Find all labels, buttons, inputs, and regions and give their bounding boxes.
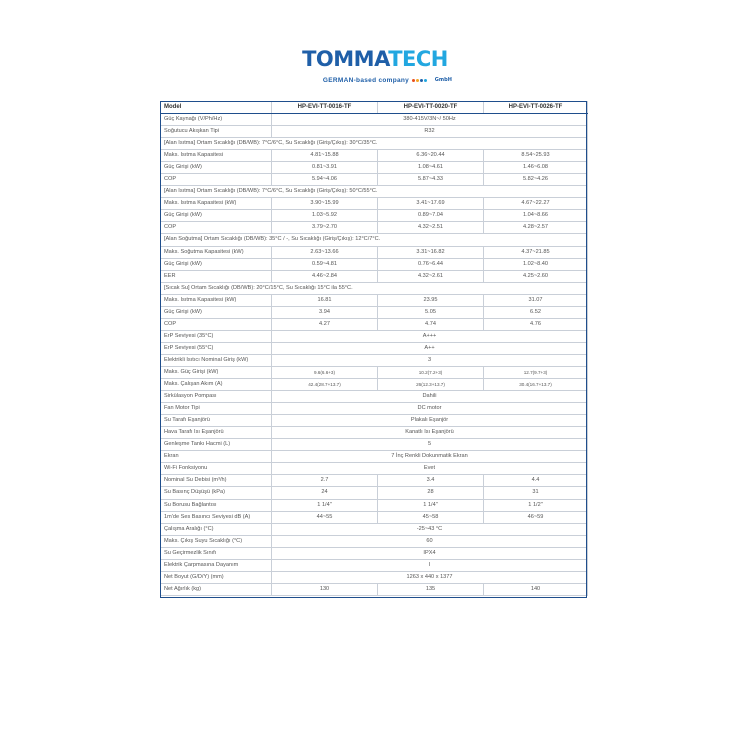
row-label: Çalışma Aralığı (°C) [161,523,272,535]
row-label: Maks. Çıkış Suyu Sıcaklığı (°C) [161,535,272,547]
row-value: 135 [378,583,484,595]
row-value: 0.76~6.44 [378,258,484,270]
section-condition-cell: [Alan Isıtma] Ortam Sıcaklığı (DB/WB): 7°C/6°C, Su Sıcaklığı (Giriş/Çıkış): 50°C/55°C. [161,186,588,198]
table-row [161,114,588,126]
row-value: 4.32~2.51 [378,222,484,234]
row-label: Su Borusu Bağlantısı [161,499,272,511]
table-row [161,559,588,571]
row-value: 6.36~20.44 [378,150,484,162]
row-value: 4.74 [378,318,484,330]
tagline-text: GERMAN-based company [322,77,410,84]
table-header-row [161,102,588,114]
row-value: 45~58 [378,511,484,523]
row-label: Maks. Güç Girişi (kW) [161,366,272,378]
row-value: 1.02~8.40 [484,258,588,270]
table-row [161,270,588,282]
row-shared-value: 380-415V/3N~/ 50Hz [272,114,588,126]
table-row [161,475,588,487]
section-condition-cell: [Sıcak Su] Ortam Sıcaklığı (DB/WB): 20°C/15°C, Su Sıcaklığı 15°C ila 55°C. [161,282,588,294]
tagline-dots-icon [411,77,427,84]
table-row [161,282,588,294]
row-value: 5.82~4.26 [484,174,588,186]
table-row [161,535,588,547]
row-value: 4.67~22.27 [484,198,588,210]
row-shared-value: 1263 x 440 x 1377 [272,571,588,583]
row-value: 23.95 [378,294,484,306]
table-row [161,415,588,427]
row-label: Maks. Isıtma Kapasitesi (kW) [161,198,272,210]
row-label: Wi-Fi Fonksiyonu [161,463,272,475]
row-value: 4.81~15.88 [272,150,378,162]
section-condition-cell: [Alan Isıtma] Ortam Sıcaklığı (DB/WB): 7°C/6°C, Su Sıcaklığı (Giriş/Çıkış): 30°C/35°C. [161,138,588,150]
row-label: Maks. Isıtma Kapasitesi (kW) [161,294,272,306]
row-shared-value: 7 İnç Renkli Dokunmatik Ekran [272,451,588,463]
table-row [161,391,588,403]
tagline-dot-icon [424,79,427,82]
brand-part-b: TECH [388,47,448,71]
row-label: COP [161,318,272,330]
row-value: 24 [272,487,378,499]
table-row [161,162,588,174]
row-value: 4.76 [484,318,588,330]
row-value: 4.25~2.60 [484,270,588,282]
row-value: 6.52 [484,306,588,318]
row-value: 0.81~3.91 [272,162,378,174]
row-label: Güç Kaynağı (V/Ph/Hz) [161,114,272,126]
company-logo [0,48,750,84]
row-value: 3.31~16.82 [378,246,484,258]
row-label: COP [161,222,272,234]
row-label: Su Basınç Düşüşü (kPa) [161,487,272,499]
row-value: 1.08~4.61 [378,162,484,174]
header-model-0026: HP-EVI-TT-0026-TF [484,102,588,114]
row-shared-value: R32 [272,126,588,138]
row-label: Su Geçirmezlik Sınıfı [161,547,272,559]
row-value: 5.87~4.33 [378,174,484,186]
row-label: Güç Girişi (kW) [161,162,272,174]
table-row [161,234,588,246]
row-value: 3.94 [272,306,378,318]
row-value: 16.81 [272,294,378,306]
tagline-dot-icon [412,79,415,82]
row-label: Net Boyut (G/D/Y) (mm) [161,571,272,583]
row-value: 12.7(9.7+3) [484,366,588,378]
row-value: 4.27 [272,318,378,330]
table-row [161,403,588,415]
table-row [161,583,588,595]
brand-gmbh: GmbH [434,77,452,83]
row-label: Güç Girişi (kW) [161,306,272,318]
table-row [161,198,588,210]
table-row [161,138,588,150]
row-label: Güç Girişi (kW) [161,210,272,222]
table-row [161,451,588,463]
row-label: Soğutucu Akışkan Tipi [161,126,272,138]
row-label: Ekran [161,451,272,463]
row-value: 0.59~4.81 [272,258,378,270]
tagline-dot-icon [420,79,423,82]
row-label: Maks. Isıtma Kapasitesi [161,150,272,162]
table-row [161,366,588,378]
row-value: 3.4 [378,475,484,487]
row-shared-value: DC motor [272,403,588,415]
table-row [161,330,588,342]
row-label: Fan Motor Tipi [161,403,272,415]
table-row [161,463,588,475]
row-label: COP [161,174,272,186]
table-row [161,547,588,559]
row-value: 3.41~17.69 [378,198,484,210]
row-label: Maks. Soğutma Kapasitesi (kW) [161,246,272,258]
row-value: 4.4 [484,475,588,487]
row-label: Sirkülasyon Pompası [161,391,272,403]
row-label: Genleşme Tankı Hacmi (L) [161,439,272,451]
table-row [161,306,588,318]
table-row [161,571,588,583]
table-row [161,186,588,198]
row-value: 8.54~25.93 [484,150,588,162]
table-row [161,499,588,511]
brand-tagline [0,77,750,84]
row-value: 1.03~5.92 [272,210,378,222]
table-row [161,222,588,234]
row-label: Nominal Su Debisi (m³/h) [161,475,272,487]
row-label: EER [161,270,272,282]
row-value: 3.90~15.99 [272,198,378,210]
row-value: 130 [272,583,378,595]
row-shared-value: A+++ [272,330,588,342]
header-model-0020: HP-EVI-TT-0020-TF [378,102,484,114]
row-shared-value: IPX4 [272,547,588,559]
table-row [161,354,588,366]
row-value: 46~59 [484,511,588,523]
spec-table-body [161,114,588,596]
row-value: 4.37~21.85 [484,246,588,258]
tagline-dot-icon [416,79,419,82]
row-label: Elektrikli Isıtıcı Nominal Giriş (kW) [161,354,272,366]
row-shared-value: I [272,559,588,571]
row-value: 2.63~13.66 [272,246,378,258]
row-label: Elektrik Çarpmasına Dayanım [161,559,272,571]
row-shared-value: -25~43 °C [272,523,588,535]
row-shared-value: 60 [272,535,588,547]
row-value: 30.4(16.7+13.7) [484,379,588,391]
row-shared-value: Dahili [272,391,588,403]
section-condition-cell: [Alan Soğutma] Ortam Sıcaklığı (DB/WB): 35°C / -, Su Sıcaklığı (Giriş/Çıkış): 12°C/7°C. [161,234,588,246]
table-row [161,427,588,439]
table-row [161,246,588,258]
table-row [161,379,588,391]
row-value: 1 1/4" [272,499,378,511]
row-shared-value: 5 [272,439,588,451]
header-model: Model [161,102,272,114]
row-value: 5.94~4.06 [272,174,378,186]
table-row [161,126,588,138]
row-value: 4.32~2.61 [378,270,484,282]
table-row [161,342,588,354]
row-value: 1 1/4" [378,499,484,511]
table-row [161,258,588,270]
row-label: Hava Tarafı Isı Eşanjörü [161,427,272,439]
row-value: 42.4(28.7+13.7) [272,379,378,391]
row-value: 140 [484,583,588,595]
row-label: Su Tarafı Eşanjörü [161,415,272,427]
row-value: 4.46~2.84 [272,270,378,282]
row-value: 44~55 [272,511,378,523]
row-label: ErP Seviyesi (55°C) [161,342,272,354]
table-row [161,210,588,222]
row-value: 1.04~8.66 [484,210,588,222]
row-value: 10.2(7.2+3) [378,366,484,378]
row-label: Net Ağırlık (kg) [161,583,272,595]
row-value: 28 [378,487,484,499]
table-row [161,511,588,523]
row-value: 1.46~6.08 [484,162,588,174]
row-value: 3.79~2.70 [272,222,378,234]
table-row [161,523,588,535]
row-shared-value: A++ [272,342,588,354]
row-value: 1 1/2" [484,499,588,511]
table-row [161,294,588,306]
table-row [161,487,588,499]
row-value: 26(12.3+13.7) [378,379,484,391]
row-label: ErP Seviyesi (35°C) [161,330,272,342]
row-shared-value: 3 [272,354,588,366]
row-label: 1m'de Ses Basıncı Seviyesi dB (A) [161,511,272,523]
table-row [161,174,588,186]
row-shared-value: Evet [272,463,588,475]
table-row [161,439,588,451]
row-value: 9.6(6.6+3) [272,366,378,378]
row-label: Maks. Çalışan Akım (A) [161,379,272,391]
row-value: 4.28~2.57 [484,222,588,234]
row-shared-value: Kanatlı Isı Eşanjörü [272,427,588,439]
row-label: Güç Girişi (kW) [161,258,272,270]
row-value: 5.05 [378,306,484,318]
row-value: 31 [484,487,588,499]
row-shared-value: Plakalı Eşanjör [272,415,588,427]
spec-table [160,101,588,596]
row-value: 0.89~7.04 [378,210,484,222]
table-row [161,150,588,162]
header-model-0016: HP-EVI-TT-0016-TF [272,102,378,114]
row-value: 2.7 [272,475,378,487]
brand-part-a: TOMMA [302,47,389,71]
table-row [161,318,588,330]
row-value: 31.07 [484,294,588,306]
